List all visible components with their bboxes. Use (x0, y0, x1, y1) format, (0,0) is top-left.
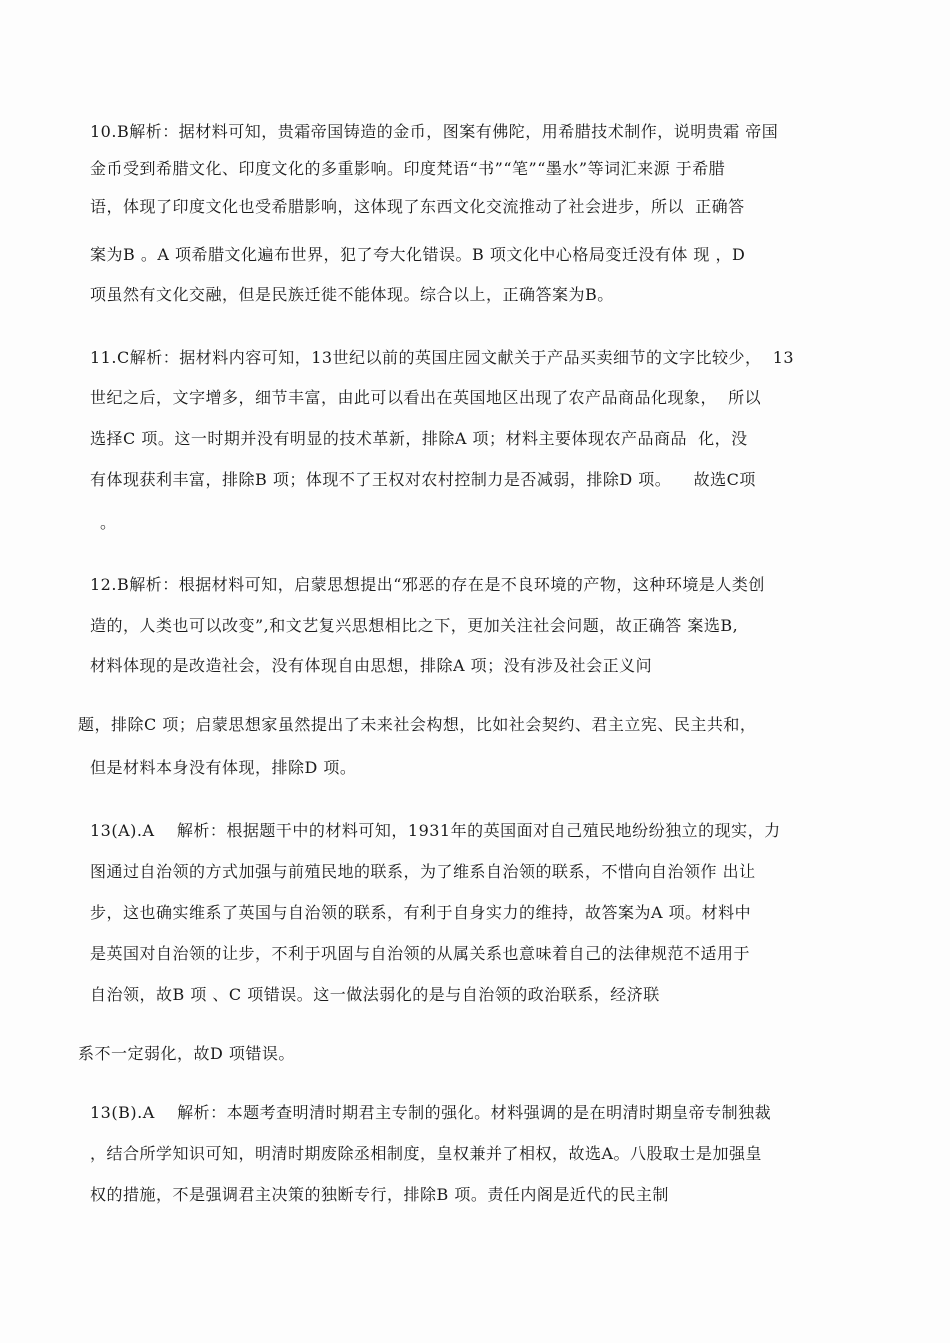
answer-13a-line-6: 系不一定弱化，故D 项错误。 (78, 1044, 295, 1063)
answer-10-line-3: 语，体现了印度文化也受希腊影响，这体现了东西文化交流推动了社会进步，所以 正确答 (90, 197, 745, 216)
answer-12-line-2: 造的，人类也可以改变”,和文艺复兴思想相比之下，更加关注社会问题，故正确答 案选B, (90, 616, 739, 635)
answer-13a-line-3: 步，这也确实维系了英国与自治领的联系，有利于自身实力的维持，故答案为A 项。材料中 (90, 903, 752, 922)
answer-10-line-5: 项虽然有文化交融，但是民族迁徙不能体现。综合以上，正确答案为B。 (90, 285, 614, 304)
answer-13a-line-4: 是英国对自治领的让步，不利于巩固与自治领的从属关系也意味着自己的法律规范不适用于 (90, 944, 751, 963)
answer-11-line-4: 有体现获利丰富，排除B 项；体现不了王权对农村控制力是否减弱，排除D 项。 故选C项 (90, 470, 756, 489)
answer-13a-line-2: 图通过自治领的方式加强与前殖民地的联系，为了维系自治领的联系，不惜向自治领作 出让 (90, 862, 756, 881)
answer-10-line-1: 10.B解析：据材料可知，贵霜帝国铸造的金币，图案有佛陀，用希腊技术制作，说明贵霜 帝国 (90, 122, 779, 141)
answer-12-line-5: 但是材料本身没有体现，排除D 项。 (90, 758, 357, 777)
answer-10-line-2: 金币受到希腊文化、印度文化的多重影响。印度梵语“书”“笔”“墨水”等词汇来源 于希腊 (90, 159, 726, 178)
answer-13b-line-2: ，结合所学知识可知，明清时期废除丞相制度，皇权兼并了相权，故选A。八股取士是加强皇 (90, 1144, 763, 1163)
answer-13a-line-5: 自治领，故B 项 、C 项错误。这一做法弱化的是与自治领的政治联系，经济联 (90, 985, 660, 1004)
answer-13a-line-1: 13(A).A 解析：根据题干中的材料可知，1931年的英国面对自己殖民地纷纷独立的现实，力 (90, 821, 781, 840)
answer-12-line-3: 材料体现的是改造社会，没有体现自由思想，排除A 项；没有涉及社会正义问 (90, 656, 653, 675)
answer-12-line-4: 题，排除C 项；启蒙思想家虽然提出了未来社会构想，比如社会契约、君主立宪、民主共和， (78, 715, 757, 734)
answer-11-line-2: 世纪之后，文字增多，细节丰富，由此可以看出在英国地区出现了农产品商品化现象， 所以 (90, 388, 762, 407)
answer-13b-line-3: 权的措施，不是强调君主决策的独断专行，排除B 项。责任内阁是近代的民主制 (90, 1185, 669, 1204)
answer-11-line-1: 11.C解析：据材料内容可知，13世纪以前的英国庄园文献关于产品买卖细节的文字比较少， 13 (90, 348, 795, 367)
answer-12-line-1: 12.B解析：根据材料可知，启蒙思想提出“邪恶的存在是不良环境的产物，这种环境是人类创 (90, 575, 765, 594)
answer-11-line-5: 。 (100, 513, 117, 532)
answer-10-line-4: 案为B 。A 项希腊文化遍布世界，犯了夸大化错误。B 项文化中心格局变迁没有体 现 ，D (90, 245, 746, 264)
answer-13b-line-1: 13(B).A 解析：本题考查明清时期君主专制的强化。材料强调的是在明清时期皇帝专制独裁 (90, 1103, 772, 1122)
answer-11-line-3: 选择C 项。这一时期并没有明显的技术革新，排除A 项；材料主要体现农产品商品 化，没 (90, 429, 748, 448)
